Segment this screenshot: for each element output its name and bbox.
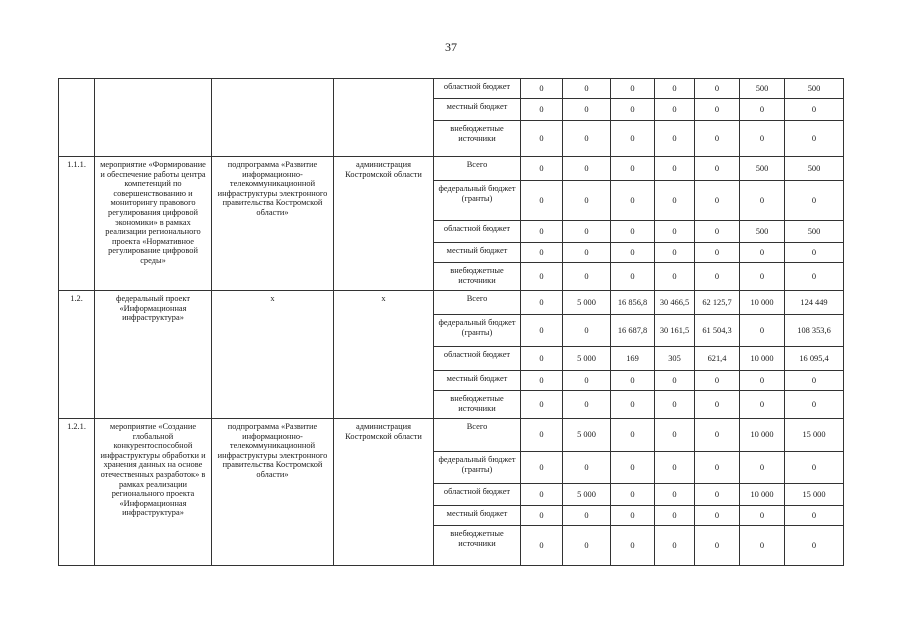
funding-value-cell: 0 bbox=[655, 506, 695, 526]
funding-value-cell: 16 856,8 bbox=[611, 291, 655, 315]
funding-value-cell: 0 bbox=[563, 79, 611, 99]
funding-value-cell: 500 bbox=[740, 79, 785, 99]
row-executor: х bbox=[334, 291, 434, 419]
funding-source-label: местный бюджет bbox=[434, 99, 521, 121]
funding-value-cell: 0 bbox=[563, 99, 611, 121]
funding-value-cell: 0 bbox=[695, 157, 740, 181]
budget-table bbox=[58, 78, 844, 566]
funding-source-label: внебюджетные источники bbox=[434, 526, 521, 566]
funding-source-label: Всего bbox=[434, 157, 521, 181]
funding-value-cell: 0 bbox=[740, 506, 785, 526]
funding-value-cell: 62 125,7 bbox=[695, 291, 740, 315]
funding-value-cell: 0 bbox=[785, 391, 844, 419]
funding-source-label: федеральный бюджет (гранты) bbox=[434, 452, 521, 484]
funding-value-cell: 5 000 bbox=[563, 484, 611, 506]
funding-value-cell: 10 000 bbox=[740, 484, 785, 506]
funding-value-cell: 0 bbox=[655, 371, 695, 391]
funding-value-cell: 0 bbox=[785, 526, 844, 566]
funding-source-label: внебюджетные источники bbox=[434, 391, 521, 419]
funding-value-cell: 0 bbox=[521, 315, 563, 347]
row-executor: администрация Костромской области bbox=[334, 157, 434, 291]
funding-value-cell: 0 bbox=[611, 419, 655, 452]
funding-value-cell: 0 bbox=[521, 526, 563, 566]
funding-value-cell: 500 bbox=[785, 157, 844, 181]
funding-value-cell: 0 bbox=[521, 99, 563, 121]
page-number: 37 bbox=[445, 40, 457, 54]
funding-value-cell: 124 449 bbox=[785, 291, 844, 315]
funding-value-cell: 500 bbox=[785, 221, 844, 243]
funding-value-cell: 0 bbox=[563, 371, 611, 391]
row-responsible: подпрограмма «Развитие информационно-телекоммуникационной инфраструктуры электронного правительства Костромской области» bbox=[212, 157, 334, 291]
funding-source-label: Всего bbox=[434, 291, 521, 315]
funding-source-label: Всего bbox=[434, 419, 521, 452]
funding-value-cell: 0 bbox=[563, 391, 611, 419]
funding-value-cell: 0 bbox=[563, 452, 611, 484]
funding-value-cell: 0 bbox=[521, 391, 563, 419]
funding-value-cell: 0 bbox=[611, 263, 655, 291]
funding-value-cell: 0 bbox=[655, 391, 695, 419]
funding-value-cell: 10 000 bbox=[740, 291, 785, 315]
funding-value-cell: 0 bbox=[521, 371, 563, 391]
row-responsible bbox=[212, 79, 334, 157]
row-code: 1.2.1. bbox=[59, 419, 95, 566]
funding-source-label: внебюджетные источники bbox=[434, 263, 521, 291]
funding-value-cell: 0 bbox=[655, 263, 695, 291]
funding-value-cell: 0 bbox=[785, 99, 844, 121]
row-name bbox=[95, 79, 212, 157]
funding-value-cell: 0 bbox=[785, 243, 844, 263]
funding-value-cell: 0 bbox=[563, 506, 611, 526]
funding-value-cell: 0 bbox=[655, 79, 695, 99]
funding-value-cell: 0 bbox=[655, 452, 695, 484]
funding-source-label: внебюджетные источники bbox=[434, 121, 521, 157]
table-row bbox=[59, 419, 844, 452]
row-code bbox=[59, 79, 95, 157]
funding-value-cell: 0 bbox=[785, 263, 844, 291]
row-name: мероприятие «Формирование и обеспечение работы центра компетенций по совершенствованию и мониторингу правового регулирования цифровой экономики» в рамках реализации регионального проекта «Нормативное регулирование цифровой среды» bbox=[95, 157, 212, 291]
funding-value-cell: 0 bbox=[563, 221, 611, 243]
funding-value-cell: 0 bbox=[611, 506, 655, 526]
funding-value-cell: 0 bbox=[521, 263, 563, 291]
row-responsible: подпрограмма «Развитие информационно-телекоммуникационной инфраструктуры электронного правительства Костромской области» bbox=[212, 419, 334, 566]
funding-value-cell: 0 bbox=[785, 181, 844, 221]
funding-value-cell: 0 bbox=[695, 99, 740, 121]
funding-value-cell: 0 bbox=[695, 371, 740, 391]
funding-value-cell: 16 095,4 bbox=[785, 347, 844, 371]
funding-value-cell: 0 bbox=[695, 452, 740, 484]
funding-value-cell: 0 bbox=[521, 419, 563, 452]
funding-value-cell: 30 161,5 bbox=[655, 315, 695, 347]
funding-value-cell: 0 bbox=[785, 121, 844, 157]
funding-value-cell: 5 000 bbox=[563, 347, 611, 371]
funding-value-cell: 0 bbox=[521, 243, 563, 263]
funding-value-cell: 0 bbox=[740, 391, 785, 419]
funding-source-label: областной бюджет bbox=[434, 347, 521, 371]
funding-value-cell: 305 bbox=[655, 347, 695, 371]
funding-source-label: областной бюджет bbox=[434, 484, 521, 506]
funding-value-cell: 169 bbox=[611, 347, 655, 371]
funding-source-label: местный бюджет bbox=[434, 243, 521, 263]
funding-value-cell: 0 bbox=[521, 452, 563, 484]
funding-value-cell: 15 000 bbox=[785, 419, 844, 452]
funding-value-cell: 0 bbox=[655, 484, 695, 506]
funding-value-cell: 0 bbox=[521, 221, 563, 243]
funding-value-cell: 0 bbox=[611, 452, 655, 484]
funding-value-cell: 15 000 bbox=[785, 484, 844, 506]
funding-value-cell: 0 bbox=[563, 243, 611, 263]
funding-value-cell: 30 466,5 bbox=[655, 291, 695, 315]
table-row bbox=[59, 79, 844, 99]
row-code: 1.2. bbox=[59, 291, 95, 419]
funding-value-cell: 16 687,8 bbox=[611, 315, 655, 347]
funding-value-cell: 0 bbox=[521, 291, 563, 315]
funding-value-cell: 0 bbox=[521, 79, 563, 99]
funding-value-cell: 0 bbox=[655, 243, 695, 263]
funding-value-cell: 0 bbox=[695, 181, 740, 221]
funding-value-cell: 0 bbox=[695, 506, 740, 526]
funding-value-cell: 0 bbox=[611, 181, 655, 221]
row-responsible: х bbox=[212, 291, 334, 419]
funding-value-cell: 0 bbox=[655, 526, 695, 566]
row-executor: администрация Костромской области bbox=[334, 419, 434, 566]
funding-value-cell: 0 bbox=[655, 157, 695, 181]
funding-value-cell: 0 bbox=[695, 391, 740, 419]
funding-value-cell: 0 bbox=[611, 484, 655, 506]
row-name: мероприятие «Создание глобальной конкурентоспособной инфраструктуры обработки и хранения данных на основе отечественных разработок» в рамках реализации регионального проекта «Информационная инфраструктура» bbox=[95, 419, 212, 566]
row-code: 1.1.1. bbox=[59, 157, 95, 291]
funding-source-label: местный бюджет bbox=[434, 506, 521, 526]
funding-value-cell: 0 bbox=[785, 371, 844, 391]
row-name: федеральный проект «Информационная инфраструктура» bbox=[95, 291, 212, 419]
funding-value-cell: 0 bbox=[740, 99, 785, 121]
funding-value-cell: 0 bbox=[611, 221, 655, 243]
funding-source-label: федеральный бюджет (гранты) bbox=[434, 181, 521, 221]
funding-value-cell: 0 bbox=[611, 371, 655, 391]
funding-value-cell: 61 504,3 bbox=[695, 315, 740, 347]
funding-value-cell: 0 bbox=[521, 121, 563, 157]
funding-value-cell: 0 bbox=[563, 121, 611, 157]
funding-value-cell: 0 bbox=[695, 79, 740, 99]
funding-value-cell: 0 bbox=[611, 391, 655, 419]
funding-value-cell: 0 bbox=[563, 263, 611, 291]
funding-source-label: местный бюджет bbox=[434, 371, 521, 391]
funding-source-label: областной бюджет bbox=[434, 221, 521, 243]
funding-value-cell: 0 bbox=[563, 181, 611, 221]
funding-value-cell: 0 bbox=[740, 315, 785, 347]
funding-value-cell: 10 000 bbox=[740, 419, 785, 452]
funding-value-cell: 0 bbox=[611, 121, 655, 157]
funding-value-cell: 0 bbox=[695, 263, 740, 291]
funding-value-cell: 621,4 bbox=[695, 347, 740, 371]
funding-value-cell: 0 bbox=[563, 315, 611, 347]
funding-value-cell: 0 bbox=[611, 99, 655, 121]
funding-value-cell: 0 bbox=[695, 121, 740, 157]
funding-value-cell: 5 000 bbox=[563, 419, 611, 452]
funding-value-cell: 500 bbox=[740, 221, 785, 243]
table-row bbox=[59, 291, 844, 315]
funding-value-cell: 0 bbox=[521, 157, 563, 181]
funding-value-cell: 0 bbox=[740, 181, 785, 221]
funding-value-cell: 10 000 bbox=[740, 347, 785, 371]
table-row bbox=[59, 157, 844, 181]
funding-value-cell: 0 bbox=[740, 243, 785, 263]
funding-source-label: областной бюджет bbox=[434, 79, 521, 99]
funding-value-cell: 0 bbox=[563, 157, 611, 181]
funding-value-cell: 0 bbox=[611, 526, 655, 566]
funding-value-cell: 0 bbox=[521, 181, 563, 221]
funding-value-cell: 0 bbox=[695, 484, 740, 506]
funding-value-cell: 0 bbox=[695, 419, 740, 452]
funding-value-cell: 0 bbox=[611, 157, 655, 181]
funding-value-cell: 0 bbox=[655, 99, 695, 121]
funding-value-cell: 0 bbox=[740, 526, 785, 566]
funding-value-cell: 0 bbox=[655, 121, 695, 157]
funding-value-cell: 0 bbox=[611, 79, 655, 99]
funding-value-cell: 0 bbox=[695, 221, 740, 243]
funding-source-label: федеральный бюджет (гранты) bbox=[434, 315, 521, 347]
funding-value-cell: 0 bbox=[785, 506, 844, 526]
funding-value-cell: 0 bbox=[695, 243, 740, 263]
funding-value-cell: 0 bbox=[740, 371, 785, 391]
funding-value-cell: 500 bbox=[740, 157, 785, 181]
funding-value-cell: 0 bbox=[655, 419, 695, 452]
funding-value-cell: 0 bbox=[611, 243, 655, 263]
funding-value-cell: 5 000 bbox=[563, 291, 611, 315]
row-executor bbox=[334, 79, 434, 157]
funding-value-cell: 0 bbox=[521, 347, 563, 371]
funding-value-cell: 0 bbox=[785, 452, 844, 484]
funding-value-cell: 0 bbox=[740, 263, 785, 291]
funding-value-cell: 0 bbox=[740, 121, 785, 157]
funding-value-cell: 0 bbox=[655, 221, 695, 243]
funding-value-cell: 0 bbox=[521, 484, 563, 506]
funding-value-cell: 0 bbox=[563, 526, 611, 566]
funding-value-cell: 0 bbox=[740, 452, 785, 484]
funding-value-cell: 0 bbox=[521, 506, 563, 526]
funding-value-cell: 500 bbox=[785, 79, 844, 99]
funding-value-cell: 0 bbox=[655, 181, 695, 221]
funding-value-cell: 108 353,6 bbox=[785, 315, 844, 347]
funding-value-cell: 0 bbox=[695, 526, 740, 566]
